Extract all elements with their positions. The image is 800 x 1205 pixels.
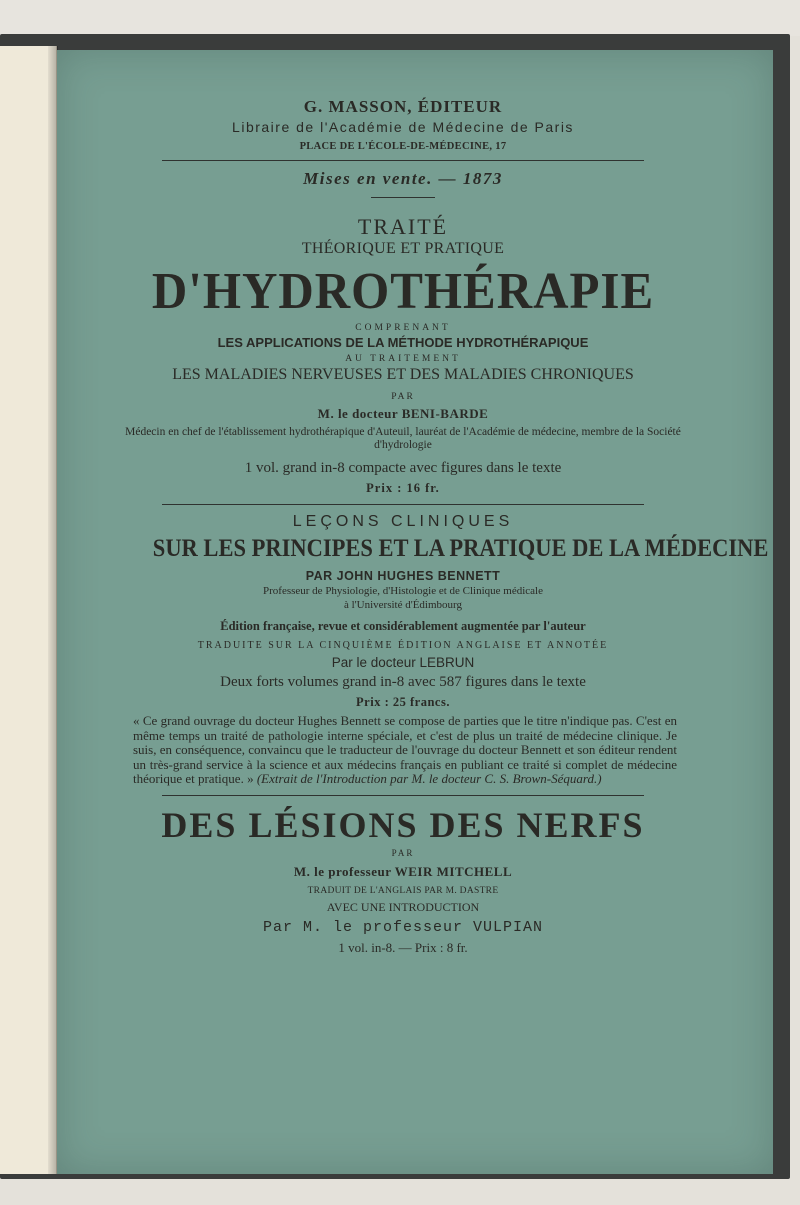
book2-volumes: Deux forts volumes grand in-8 avec 587 figures dans le texte: [220, 674, 586, 690]
book3-author: M. le professeur WEIR MITCHELL: [293, 863, 513, 879]
divider: [162, 504, 644, 505]
book1-title-line1: TRAITÉ: [357, 214, 449, 239]
book1-volume: 1 vol. grand in-8 compacte avec figures dans le texte: [244, 460, 562, 476]
book3-par: PAR: [391, 847, 415, 858]
sale-header: Mises en vente. — 1873: [303, 169, 503, 188]
book3-volume-price: 1 vol. in-8. — Prix : 8 fr.: [338, 939, 468, 955]
book1-comprenant: COMPRENANT: [355, 323, 451, 333]
green-cover-page: [57, 50, 773, 1174]
book3-intro-author: Par M. le professeur VULPIAN: [262, 918, 544, 936]
book1-maladies: LES MALADIES NERVEUSES ET DES MALADIES CHRONIQUES: [172, 366, 634, 383]
book1-title-line2: THÉORIQUE ET PRATIQUE: [301, 240, 505, 257]
book2-price: Prix : 25 francs.: [356, 695, 450, 709]
book1-author: M. le docteur BENI-BARDE: [317, 406, 489, 421]
short-divider: [371, 197, 435, 198]
book1-price: Prix : 16 fr.: [366, 481, 440, 495]
book2-main-title: SUR LES PRINCIPES ET LA PRATIQUE DE LA MÉDECINE: [152, 535, 769, 562]
quote-citation: (Extrait de l'Introduction par M. le docteur C. S. Brown-Séquard.): [256, 771, 602, 786]
book3-introduction: AVEC UNE INTRODUCTION: [326, 899, 480, 914]
book2-translation-note: TRADUITE SUR LA CINQUIÈME ÉDITION ANGLAISE ET ANNOTÉE: [197, 640, 609, 651]
publisher-address: PLACE DE L'ÉCOLE-DE-MÉDECINE, 17: [299, 141, 507, 152]
book2-edition: Édition française, revue et considérablement augmentée par l'auteur: [220, 619, 586, 633]
book2-author: PAR JOHN HUGHES BENNETT: [305, 569, 501, 583]
book3-translator: TRADUIT DE L'ANGLAIS PAR M. DASTRE: [307, 885, 499, 896]
book2-author-title: Professeur de Physiologie, d'Histologie et de Clinique médicale: [263, 585, 543, 597]
book1-applications: LES APPLICATIONS DE LA MÉTHODE HYDROTHÉRAPIQUE: [217, 335, 589, 350]
divider: [162, 795, 644, 796]
book1-main-title: D'HYDROTHÉRAPIE: [151, 261, 655, 320]
book1-author-bio: Médecin en chef de l'établissement hydrothérapique d'Auteuil, lauréat de l'Académie de médecine, membre de la Société d'hydrologie: [125, 426, 681, 451]
divider: [162, 160, 644, 161]
publisher-library: Libraire de l'Académie de Médecine de Paris: [232, 119, 574, 135]
book2-translator: Par le docteur LEBRUN: [331, 655, 475, 670]
book2-title-line1: LEÇONS CLINIQUES: [292, 513, 514, 530]
book1-par: PAR: [391, 392, 415, 402]
quote-text: « Ce grand ouvrage du docteur Hughes Bennett se compose de parties que le titre n'indique pas. C'est en même temps un traité de pathologie interne spéciale, et c'est de plus un traité de médecine clinique. Je suis, en conséquence, convaincu que le traducteur de l'ouvrage du docteur Bennett et son éditeur rendent un très-grand service à la science et aux médecins français en publiant ce traité si complet de médecine théorique et pratique. »: [133, 713, 677, 786]
book2-review-quote: [125, 714, 681, 787]
book1-au-traitement: AU TRAITEMENT: [345, 354, 461, 364]
publisher-name: G. MASSON, ÉDITEUR: [303, 97, 503, 116]
book3-title: DES LÉSIONS DES NERFS: [161, 804, 645, 845]
background: [0, 0, 800, 36]
cover-content: [125, 97, 769, 956]
book2-author-university: à l'Université d'Édimbourg: [343, 599, 463, 611]
